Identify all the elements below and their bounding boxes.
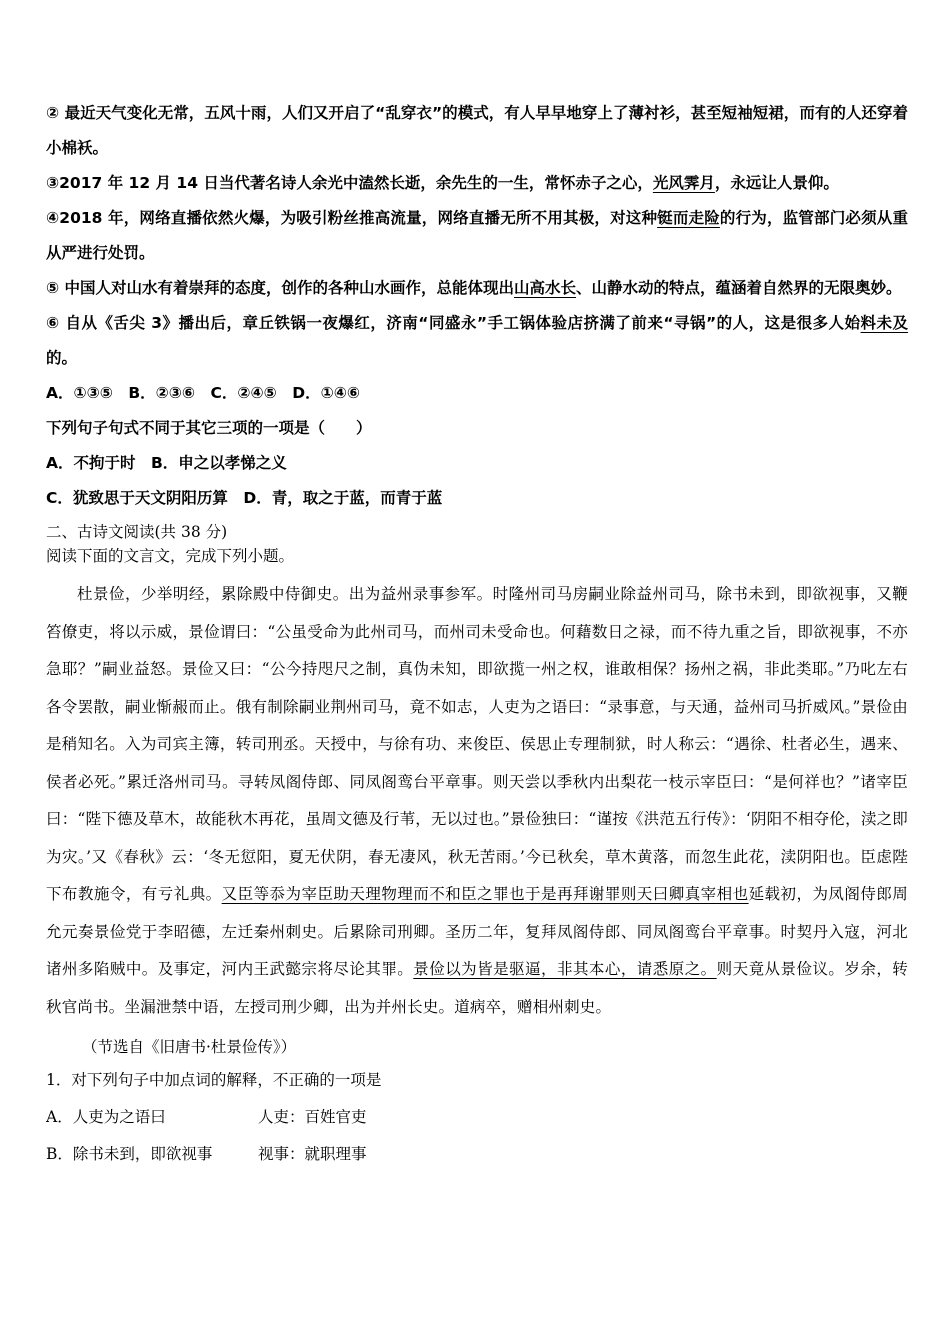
item-6-underlined-idiom: 料未及: [860, 314, 908, 332]
question-1-stem: 1．对下列句子中加点词的解释，不正确的一项是: [46, 1071, 382, 1089]
item-5: [46, 271, 908, 306]
item-5-underlined-idiom: 山高水长: [514, 279, 577, 297]
syntax-question-stem: 下列句子句式不同于其它三项的一项是（ ）: [46, 419, 372, 437]
passage-underlined-sentence-1: 又臣等忝为宰臣助天理物理而不和臣之罪也于是再拜谢罪则天曰卿真宰相也: [221, 885, 749, 903]
item-3: [46, 166, 908, 201]
passage-part-1: 杜景俭，少举明经，累除殿中侍御史。出为益州录事参军。时隆州司马房嗣业除益州司马，除书未到，即欲视事，又鞭笞僚吏，将以示威，景俭谓曰：“公虽受命为此州司马，而州司未受命也。何藉数日之禄，而不待九重之旨，即欲视事，不亦急耶？”嗣业益怒。景俭又曰：“公今持咫尺之制，真伪未知，即欲揽一州之权，谁敢相保？扬州之祸，非此类耶。”乃叱左右各令罢散，嗣业惭赧而止。俄有制除嗣业荆州司马，竟不如志，人吏为之语曰：“录事意，与天通，益州司马折威风。”景俭由是稍知名。入为司宾主簿，转司刑丞。天授中，与徐有功、来俊臣、侯思止专理制狱，时人称云：“遇徐、杜者必生，遇来、侯者必死。”累迁洛州司马。寻转凤阁侍郎、同凤阁鸾台平章事。则天尝以季秋内出梨花一枝示宰臣曰：“是何祥也？”诸宰臣曰：“陛下德及草木，故能秋木再花，虽周文德及行苇，无以过也。”景俭独曰：“谨按《洪范五行传》：‘阴阳不相夺伦，渎之即为灾。’又《春秋》云：‘冬无愆阳，夏无伏阴，春无凄风，秋无苦雨。’今已秋矣，草木黄落，而忽生此花，渎阴阳也。臣虑陛下布教施令，有亏礼典。: [46, 585, 908, 903]
item-2: ② 最近天气变化无常，五风十雨，人们又开启了“乱穿衣”的模式，有人早早地穿上了薄衬衫，甚至短袖短裙，而有的人还穿着小棉袄。: [46, 104, 908, 157]
item-6-text: ⑥ 自从《舌尖 3》播出后，章丘铁锅一夜爆红，济南“同盛永”手工锅体验店挤满了前来“寻锅”的人，这是很多人始: [46, 314, 861, 332]
passage-underlined-sentence-2: 景俭以为皆是驱逼，非其本心，请悉原之。: [413, 960, 717, 978]
item-4-text-end: 的行为，监管部门必须从重从严进行处罚。: [46, 209, 908, 262]
section-heading: 二、古诗文阅读(共 38 分): [46, 523, 228, 541]
syntax-question-options-cd: C．犹致思于天文阴阳历算 D．青，取之于蓝，而青于蓝: [46, 489, 443, 507]
item-3-text: ③2017 年 12 月 14 日当代著名诗人余光中溘然长逝，余先生的一生，常怀赤子之心，: [46, 174, 653, 192]
item-4-underlined-idiom: 铤而走险: [657, 209, 720, 227]
syntax-question-options-ab: A．不拘于时 B．申之以孝悌之义: [46, 454, 287, 472]
option-b-sentence: B．除书未到，即欲视事: [46, 1145, 213, 1163]
item-3-underlined-idiom: 光风霁月: [652, 174, 715, 192]
item-4: [46, 201, 908, 271]
passage-part-2: 延载初，为凤阁侍郎周允元奏景俭党于李昭德，左迁秦州刺史。后累除司刑卿。圣历二年，复拜凤阁侍郎、同凤阁鸾台平章事。时契丹入寇，河北诸州多陷贼中。及事定，河内王武懿宗将尽论其罪。: [46, 885, 909, 978]
option-a-sentence: A．人吏为之语曰: [46, 1108, 166, 1126]
item-5-text: ⑤ 中国人对山水有着崇拜的态度，创作的各种山水画作，总能体现出: [46, 279, 515, 297]
exam-page: [46, 96, 908, 1173]
reading-instruction: 阅读下面的文言文，完成下列小题。: [46, 547, 295, 565]
sentence-items-block: [46, 96, 908, 516]
passage-part-3: 则天竟从景俭议。岁余，转秋官尚书。坐漏泄禁中语，左授司刑少卿，出为并州长史。道病卒，赠相州刺史。: [46, 960, 908, 1016]
item-6: [46, 306, 908, 376]
passage-source: （节选自《旧唐书·杜景俭传》）: [82, 1038, 297, 1056]
question-1-option-a: [46, 1099, 908, 1136]
option-b-gloss: 视事：就职理事: [258, 1145, 367, 1163]
option-a-gloss: 人吏：百姓官吏: [258, 1108, 367, 1126]
classical-passage: [46, 576, 908, 1026]
question-1-option-b: [46, 1136, 908, 1173]
idiom-answer-options: A．①③⑤ B．②③⑥ C．②④⑤ D．①④⑥: [46, 384, 361, 402]
item-4-text: ④2018 年，网络直播依然火爆，为吸引粉丝推高流量，网络直播无所不用其极，对这种: [46, 209, 658, 227]
item-6-text-end: 的。: [46, 349, 78, 367]
item-3-text-end: ，永远让人景仰。: [714, 174, 839, 192]
item-5-text-end: 、山静水动的特点，蕴涵着自然界的无限奥妙。: [576, 279, 902, 297]
